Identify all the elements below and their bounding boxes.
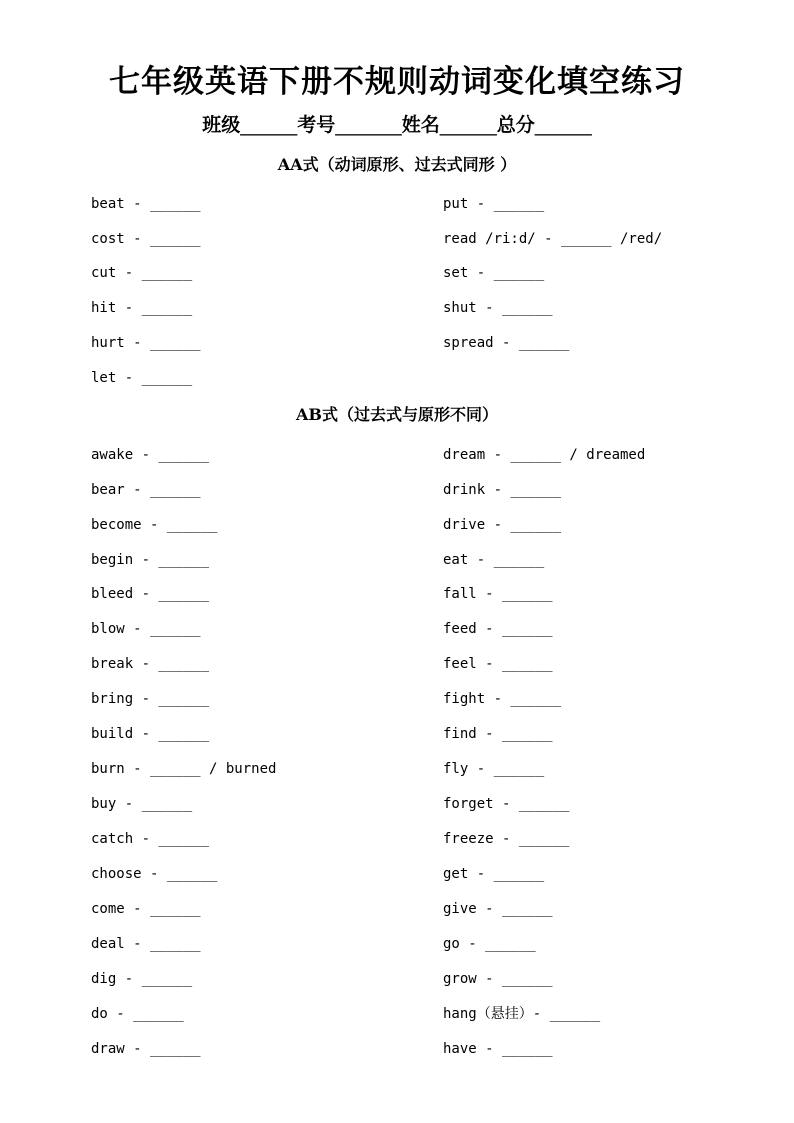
verb-item: buy - ______ bbox=[91, 796, 193, 812]
verb-item: bleed - ______ bbox=[91, 586, 210, 602]
verb-item: bear - ______ bbox=[91, 482, 201, 498]
verb-item: begin - ______ bbox=[91, 552, 210, 568]
verb-item: let - ______ bbox=[91, 370, 193, 386]
verb-item: cost - ______ bbox=[91, 231, 201, 247]
verb-item: spread - ______ bbox=[443, 335, 570, 351]
verb-item: grow - ______ bbox=[443, 971, 553, 987]
verb-item: set - ______ bbox=[443, 265, 545, 281]
verb-item: hit - ______ bbox=[91, 300, 193, 316]
verb-item: break - ______ bbox=[91, 656, 210, 672]
class-blank[interactable]: ______ bbox=[240, 114, 298, 136]
verb-item: fly - ______ bbox=[443, 761, 545, 777]
verb-item: give - ______ bbox=[443, 901, 553, 917]
total-score-blank[interactable]: ______ bbox=[534, 114, 592, 136]
verb-item: awake - ______ bbox=[91, 447, 210, 463]
verb-item: feel - ______ bbox=[443, 656, 553, 672]
verb-item: feed - ______ bbox=[443, 621, 553, 637]
verb-item: eat - ______ bbox=[443, 552, 545, 568]
verb-item: fall - ______ bbox=[443, 586, 553, 602]
verb-item: have - ______ bbox=[443, 1041, 553, 1057]
verb-item: deal - ______ bbox=[91, 936, 201, 952]
verb-item: get - ______ bbox=[443, 866, 545, 882]
verb-item: burn - ______ / burned bbox=[91, 761, 277, 777]
student-info-line bbox=[0, 112, 794, 138]
verb-item: build - ______ bbox=[91, 726, 210, 742]
verb-item: dig - ______ bbox=[91, 971, 193, 987]
verb-item: dream - ______ / dreamed bbox=[443, 447, 646, 463]
section-title-ab: AB式（过去式与原形不同） bbox=[296, 405, 498, 424]
verb-item: catch - ______ bbox=[91, 831, 210, 847]
verb-item: blow - ______ bbox=[91, 621, 201, 637]
verb-item: draw - ______ bbox=[91, 1041, 201, 1057]
verb-item: freeze - ______ bbox=[443, 831, 570, 847]
verb-item: shut - ______ bbox=[443, 300, 553, 316]
verb-item: drink - ______ bbox=[443, 482, 562, 498]
section-title-aa: AA式（动词原形、过去式同形 ） bbox=[277, 155, 517, 174]
verb-item: find - ______ bbox=[443, 726, 553, 742]
exam-number-blank[interactable]: _______ bbox=[335, 114, 402, 136]
total-score-label: 总分 bbox=[496, 114, 535, 136]
verb-item: choose - ______ bbox=[91, 866, 218, 882]
worksheet-title: 七年级英语下册不规则动词变化填空练习 bbox=[109, 64, 685, 100]
verb-item: come - ______ bbox=[91, 901, 201, 917]
class-label: 班级 bbox=[202, 114, 241, 136]
name-blank[interactable]: ______ bbox=[439, 114, 497, 136]
verb-item: become - ______ bbox=[91, 517, 218, 533]
verb-item: hurt - ______ bbox=[91, 335, 201, 351]
verb-item: bring - ______ bbox=[91, 691, 210, 707]
name-label: 姓名 bbox=[401, 114, 440, 136]
verb-item: do - ______ bbox=[91, 1006, 184, 1022]
verb-item: put - ______ bbox=[443, 196, 545, 212]
verb-item: drive - ______ bbox=[443, 517, 562, 533]
verb-item: fight - ______ bbox=[443, 691, 562, 707]
verb-item: go - ______ bbox=[443, 936, 536, 952]
exam-number-label: 考号 bbox=[297, 114, 336, 136]
verb-item: forget - ______ bbox=[443, 796, 570, 812]
verb-item: hang（悬挂）- ______ bbox=[443, 1006, 601, 1022]
verb-item: read /ri:d/ - ______ /red/ bbox=[443, 231, 663, 247]
verb-item: cut - ______ bbox=[91, 265, 193, 281]
verb-item: beat - ______ bbox=[91, 196, 201, 212]
